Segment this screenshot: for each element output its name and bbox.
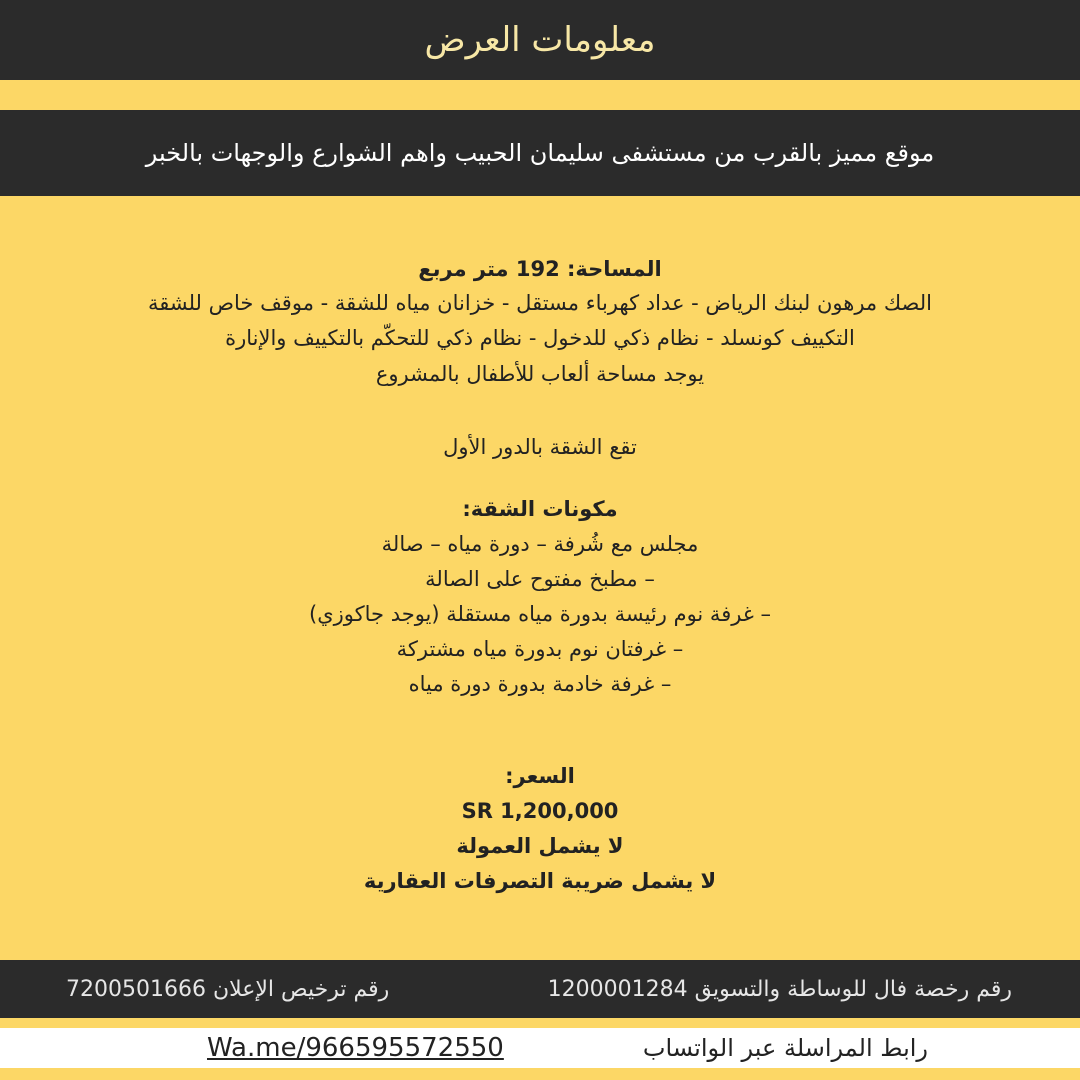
component-item: – غرفتان نوم بدورة مياه مشتركة — [396, 637, 684, 661]
contact-band — [0, 1028, 1080, 1068]
page-title: معلومات العرض — [424, 20, 656, 60]
floor-info: تقع الشقة بالدور الأول — [443, 435, 637, 459]
price-value: SR 1,200,000 — [461, 799, 619, 823]
whatsapp-link[interactable]: Wa.me/966595572550 — [207, 1033, 504, 1063]
price-note-tax: لا يشمل ضريبة التصرفات العقارية — [363, 869, 717, 893]
header-band — [0, 0, 1080, 80]
price-note-commission: لا يشمل العمولة — [456, 834, 624, 858]
ad-license-number: رقم ترخيص الإعلان 7200501666 — [66, 976, 390, 1002]
features-line-1: الصك مرهون لبنك الرياض - عداد كهرباء مستقل - خزانان مياه للشقة - موقف خاص للشقة — [147, 291, 932, 315]
area-label: المساحة: 192 متر مربع — [418, 257, 662, 281]
footer-band — [0, 960, 1080, 1018]
component-item: – غرفة نوم رئيسة بدورة مياه مستقلة (يوجد جاكوزي) — [309, 602, 771, 626]
component-item: مجلس مع شُرفة – دورة مياه – صالة — [381, 532, 699, 556]
features-line-2: التكييف كونسلد - نظام ذكي للدخول - نظام ذكي للتحكّم بالتكييف والإنارة — [225, 326, 855, 350]
components-heading: مكونات الشقة: — [462, 497, 618, 521]
fal-license-number: رقم رخصة فال للوساطة والتسويق 1200001284 — [547, 976, 1012, 1002]
component-item: – غرفة خادمة بدورة دورة مياه — [408, 672, 672, 696]
subheader-band — [0, 110, 1080, 196]
component-item: – مطبخ مفتوح على الصالة — [425, 567, 655, 591]
location-description: موقع مميز بالقرب من مستشفى سليمان الحبيب واهم الشوارع والوجهات بالخبر — [145, 139, 935, 167]
price-heading: السعر: — [505, 764, 575, 788]
features-line-3: يوجد مساحة ألعاب للأطفال بالمشروع — [375, 362, 705, 386]
whatsapp-label: رابط المراسلة عبر الواتساب — [642, 1034, 928, 1062]
